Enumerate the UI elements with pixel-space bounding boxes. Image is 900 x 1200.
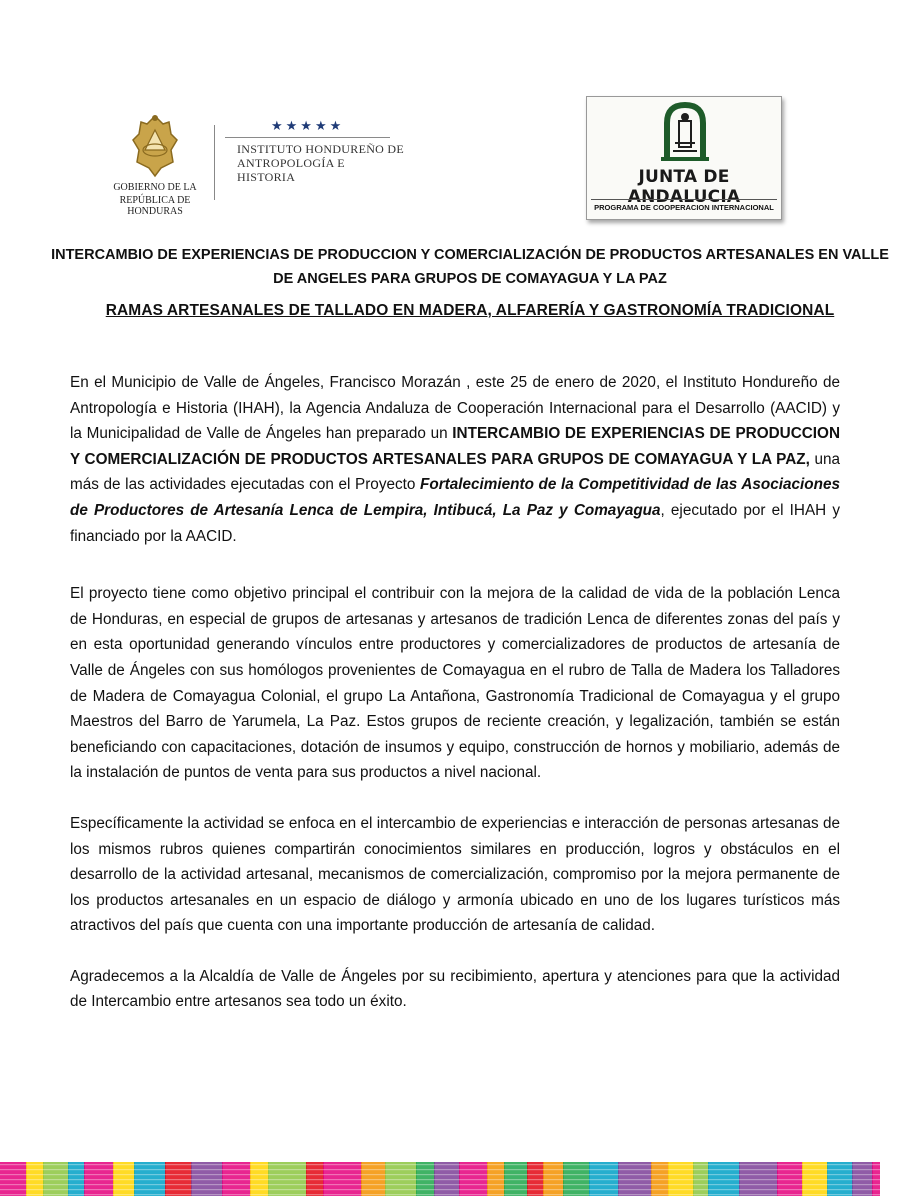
project-name-bold-italic: Fortalecimiento de la Competitividad de las Asociaciones de Productores de Artesanía Lenca de Lempira, Intibucá, La Paz y Comayagua [70, 476, 840, 519]
logo-divider [214, 125, 215, 200]
document-subtitle: RAMAS ARTESANALES DE TALLADO EN MADERA, ALFARERÍA Y GASTRONOMÍA TRADICIONAL [105, 302, 835, 319]
event-name-bold: INTERCAMBIO DE EXPERIENCIAS DE PRODUCCION Y COMERCIALIZACIÓN DE PRODUCTOS ARTESANALES PARA GRUPOS DE COMAYAGUA Y LA PAZ, [70, 425, 840, 468]
header-logos [0, 0, 900, 235]
junta-andalucia-logo [586, 96, 782, 220]
paragraph-4: Agradecemos a la Alcaldía de Valle de Ángeles por su recibimiento, apertura y atenciones para que la actividad de Intercambio entre artesanos sea todo un éxito. [70, 967, 840, 1011]
ihah-stars-icon: ★★★★★ [271, 118, 345, 133]
stripe-weave-line [0, 1164, 880, 1165]
paragraph-3: Específicamente la actividad se enfoca en el intercambio de experiencias e interacción de personas artesanas de los mismos rubros quienes compartirán conocimientos similares en producción, logros y obstáculos en el desarrollo de la actividad artesanal, mecanismos de comercialización, compromiso por la mejora permanente de los productos artesanales en un espacio de diálogo y armonía ubicado en uno de los lugares turísticos más atractivos del país que cuenta con una importante producción de artesanía de calidad. [70, 814, 840, 935]
stripe-weave-line [0, 1184, 880, 1185]
paragraph-1-text-c: , ejecutado por el IHAH y financiado por la AACID. [70, 501, 840, 545]
stripe-weave-line [0, 1194, 880, 1195]
decorative-color-stripe [0, 1162, 880, 1196]
document-title: INTERCAMBIO DE EXPERIENCIAS DE PRODUCCION Y COMERCIALIZACIÓN DE PRODUCTOS ARTESANALES EN VALLE DE ANGELES PARA GRUPOS DE COMAYAGUA Y LA PAZ [51, 247, 889, 287]
paragraph-1 [70, 370, 840, 549]
stripe-weave-line [0, 1174, 880, 1175]
junta-subtitle: PROGRAMA DE COOPERACION INTERNACIONAL [591, 199, 777, 212]
ihah-name-line-2: ANTROPOLOGÍA E HISTORIA [237, 156, 345, 184]
junta-title: JUNTA DE ANDALUCIA [627, 167, 741, 207]
paragraph-2: El proyecto tiene como objetivo principal el contribuir con la mejora de la calidad de vida de la población Lenca de Honduras, en especial de grupos de artesanas y artesanos de tradición Lenca de diferentes zonas del país y en esta oportunidad generando vínculos entre productores y comercializadores de productos de artesanía de Valle de Ángeles con sus homólogos provenientes de Comayagua en el rubro de Talla de Madera los Talladores de Madera de Comayagua Colonial, el grupo La Antañona, Gastronomía Tradicional de Comayagua y el grupo Maestros del Barro de Yarumela, La Paz. Estos grupos de reciente creación, y legalización, también se están beneficiando con capacitaciones, dotación de insumos y equipo, construcción de hornos y mobiliario, además de la instalación de puntos de venta para sus productos a nivel nacional. [70, 585, 840, 782]
andalucia-emblem-icon [657, 101, 713, 163]
stripe-weave-line [0, 1179, 880, 1180]
gov-name-line-1: GOBIERNO DE LA [113, 182, 197, 193]
paragraph-1-text-b: una más de las actividades ejecutadas con el Proyecto [70, 450, 840, 494]
stripe-weave-line [0, 1189, 880, 1190]
honduras-coat-of-arms-icon [125, 110, 185, 180]
ihah-rule [225, 137, 390, 138]
ihah-name-line-1: INSTITUTO HONDUREÑO DE [237, 142, 405, 156]
document-body [70, 370, 840, 1040]
government-logo [100, 110, 210, 217]
stripe-weave-line [0, 1169, 880, 1170]
gov-name-line-2: REPÚBLICA DE HONDURAS [119, 195, 191, 217]
ihah-logo [225, 118, 405, 184]
paragraph-1-text-a: En el Municipio de Valle de Ángeles, Francisco Morazán , este 25 de enero de 2020, el Instituto Hondureño de Antropología e Historia (IHAH), la Agencia Andaluza de Cooperación Internacional para el Desarrollo (AACID) y la Municipalidad de Valle de Ángeles han preparado un [70, 374, 840, 443]
